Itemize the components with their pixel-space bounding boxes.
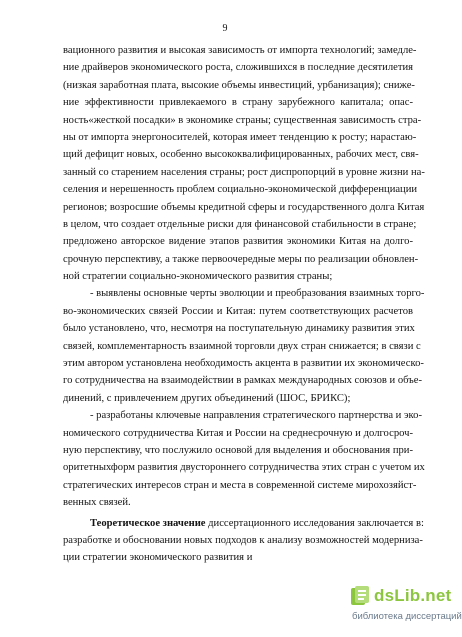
dslib-logo-icon xyxy=(350,585,372,607)
text-line: регионов; возросшие объемы кредитной сферы и государственного долга Китая xyxy=(63,201,425,213)
text-line: этим автором установлена необходимость акцента в развитии их экономическо- xyxy=(63,358,424,370)
body-text xyxy=(63,42,425,567)
text-line: ны от импорта энергоносителей, которая имеет тенденцию к росту; нарастаю- xyxy=(63,131,417,143)
text-line: стратегических интересов стран и места в современной системе мирохозяйст- xyxy=(63,479,417,491)
text-line: ции стратегии экономического развития и xyxy=(63,552,253,564)
text-line: занный со старением населения страны; рост диспропорций в уровне жизни на- xyxy=(63,166,425,178)
text-line: венных связей. xyxy=(63,497,131,509)
watermark xyxy=(350,585,462,631)
text-line: ность«жесткой посадки» в экономике страны; существенная зависимость стра- xyxy=(63,114,422,126)
watermark-brand: dsLib.net xyxy=(374,586,452,605)
text-line: срочную перспективу, а также первоочередные меры по реализации обновлен- xyxy=(63,253,419,265)
text-line: селения и нерешенность проблем социально-экономической дифференциации xyxy=(63,184,418,196)
text-line: - выявлены основные черты эволюции и преобразования взаимных торго- xyxy=(90,288,425,300)
text-line: (низкая заработная плата, высокие объемы инвестиций, урбанизация); сниже- xyxy=(63,79,415,91)
text-line: ную перспективу, что послужило основой для выделения и обоснования при- xyxy=(63,444,413,456)
text-line: го сотрудничества на взаимодействии в рамках международных союзов и объе- xyxy=(63,375,422,387)
text-line: вационного развития и высокая зависимость от импорта технологий; замедле- xyxy=(63,45,417,56)
text-line: номического сотрудничества Китая и России на среднесрочную и долгосроч- xyxy=(63,427,413,439)
text-line: ние эффективности привлекаемого в страну зарубежного капитала; опас- xyxy=(63,97,413,109)
text-line: разработке и обосновании новых подходов к анализу возможностей модерниза- xyxy=(63,534,423,546)
text-line: в целом, что создает отдельные риски для финансовой стабильности в стране; xyxy=(63,218,417,230)
text-line: предложено авторское видение этапов развития экономики Китая на долго- xyxy=(63,236,413,248)
text-line: связей, комплементарность взаимной торговли двух стран снижается; в связи с xyxy=(63,340,421,352)
text-line: - разработаны ключевые направления стратегического партнерства и эко- xyxy=(90,410,422,422)
theory-paragraph-start xyxy=(63,515,424,532)
page-number: 9 xyxy=(222,23,228,34)
watermark-caption: библиотека диссертаций xyxy=(352,611,462,622)
text-line: ной стратегии социально-экономического развития страны; xyxy=(63,271,333,283)
text-line: ние драйверов экономического роста, сложившихся в последние десятилетия xyxy=(63,62,413,74)
text-line: динений, с привлечением других объединений (ШОС, БРИКС); xyxy=(63,392,351,404)
text-line: щий дефицит новых, особенно высококвалифицированных, рабочих мест, свя- xyxy=(63,149,419,161)
text-line: было установлено, что, несмотря на поступательную динамику развития этих xyxy=(63,323,415,335)
text-line: оритетныхформ развития двустороннего сотрудничества этих стран с учетом их xyxy=(63,462,425,474)
theory-text: диссертационного исследования заключается в: xyxy=(205,517,424,529)
text-line: во-экономических связей России и Китая: путем соответствующих расчетов xyxy=(63,305,413,317)
theory-heading: Теоретическое значение xyxy=(90,517,206,529)
